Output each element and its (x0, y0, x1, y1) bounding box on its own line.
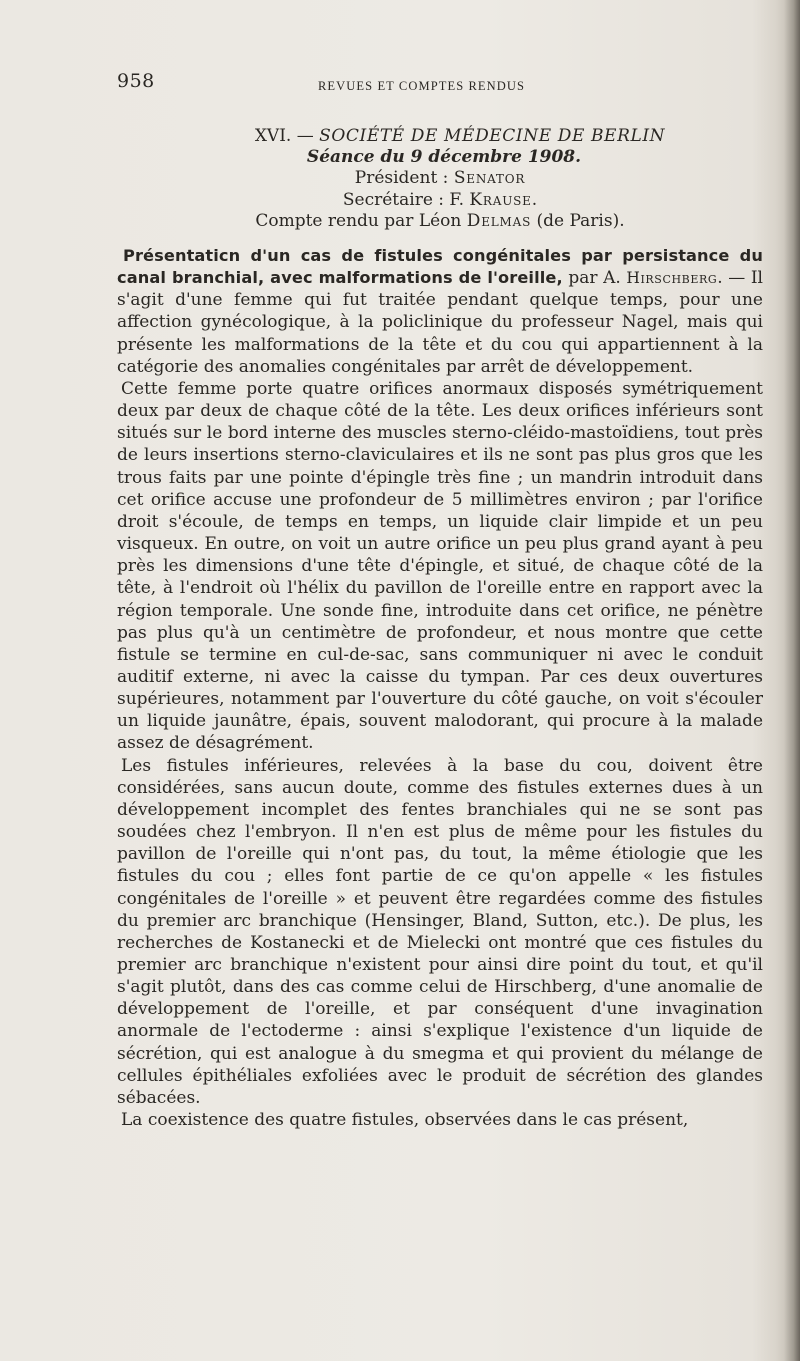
journal-title: REVUES ET COMPTES RENDUS (318, 79, 526, 93)
compte-rendu-name: Delmas (466, 210, 532, 231)
society-name: SOCIÉTÉ DE MÉDECINE DE BERLIN (319, 126, 666, 146)
seance-date: Séance du 9 décembre 1908. (306, 147, 582, 168)
president-label: Président : (354, 168, 454, 189)
compte-rendu-end: (de Paris). (531, 210, 625, 231)
paragraph: Cette femme porte quatre orifices anormaux disposés symétriquement deux par deux de chaque côté de la tête. Les deux orifices inférieurs sont situés sur le bord interne des muscles sterno-cléido-mastoïdiens, tout près de leurs insertions sterno-claviculaires et ils ne sont pas plus gros que les trous faits par une pointe d'épingle très fine ; un mandrin introduit dans cet orifice accuse une profondeur de 5 millimètres environ ; par l'orifice droit s'écoule, de temps en temps, un liquide clair limpide et un peu visqueux. En outre, on voit un autre orifice un peu plus grand ayant à peu près les dimensions d'une tête d'épingle, et situé, de chaque côté de la tête, à l'endroit où l'hélix du pavillon de l'oreille entre en rapport avec la région temporale. Une sonde fine, introduite dans cet orifice, ne pénètre pas plus qu'à un centimètre de profondeur, et nous montre que cette fistule se termine en cul-de-sac, sans communiquer ni avec le conduit auditif externe, ni avec la caisse du tympan. Par ces deux ouvertures supérieures, notamment par l'ouverture du côté gauche, on voit s'écouler un liquide jaunâtre, épais, souvent malodorant, qui procure à la malade assez de désagrément. (117, 378, 763, 754)
section-heading (117, 126, 763, 232)
paragraph: Les fistules inférieures, relevées à la base du cou, doivent être considérées, sans aucun doute, comme des fistules externes dues à un développement incomplet des fentes branchiales qui ne se sont pas soudées chez l'embryon. Il n'en est plus de même pour les fistules du pavillon de l'oreille qui n'ont pas, du tout, la même étiologie que les fistules du cou ; elles font partie de ce qu'on appelle « les fistules congénitales de l'oreille » et peuvent être regardées comme des fistules du premier arc branchique (Hensinger, Bland, Sutton, etc.). De plus, les recherches de Kostanecki et de Mielecki ont montré que ces fistules du premier arc branchique n'existent pour ainsi dire point du tout, et qu'il s'agit plutôt, dans des cas comme celui de Hirschberg, d'une anomalie de développement de l'oreille, et par conséquent d'une invagination anormale de l'ectoderme : ainsi s'explique l'existence d'un liquide de sécrétion, qui est analogue à du smegma et qui provient du mélange de cellules épithéliales exfoliées avec le produit de sécrétion des glandes sébacées. (117, 755, 763, 1108)
society-heading (157, 126, 763, 147)
president-line (117, 168, 763, 189)
article-title: Présentaticn d'un cas de fistules congénitales par persistance du canal branchial, avec malformations de l'oreille, (117, 246, 763, 288)
running-head (117, 70, 763, 102)
president-name: Senator (453, 168, 526, 189)
section-number: XVI. — (254, 126, 320, 146)
page-number: 958 (117, 70, 155, 92)
paragraph: La coexistence des quatre fistules, observées dans le cas présent, (121, 1110, 689, 1131)
compte-rendu-label: Compte rendu par Léon (255, 210, 467, 231)
secretaire-label: Secrétaire : F. (342, 189, 470, 210)
paragraph-text: — Il s'agit d'une femme qui fut traitée pendant quelque temps, pour une affection gynécologique, à la policlinique du professeur Nagel, mais qui présente les malformations de la tête et du cou qui appartiennent à la catégorie des anomalies congénitales par arrêt de développement. (117, 268, 763, 377)
secretaire-line (117, 190, 763, 211)
author-name: Hirschberg (626, 269, 718, 288)
paragraph (117, 245, 763, 378)
secretaire-end: . (531, 189, 538, 210)
secretaire-name: Krause (469, 189, 532, 210)
author-prefix: par A. (562, 268, 627, 289)
article-body (117, 245, 763, 1131)
author-suffix: . (717, 268, 723, 289)
page-edge-shadow (784, 0, 800, 1361)
compte-rendu-line (117, 211, 763, 232)
